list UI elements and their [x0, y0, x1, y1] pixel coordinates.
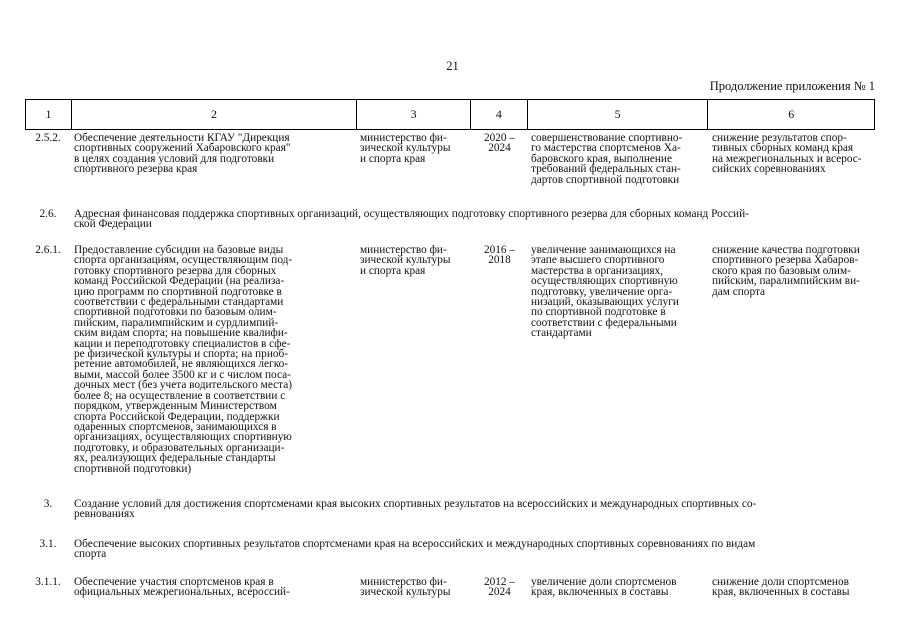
- row-number: 3.1.1.: [35, 576, 61, 588]
- result-cell: увеличение занимающихся на этапе высшего спортивного мастерства в организациях, осуществляющих спортивную подготовку, увеличение орга- низаций, оказывающих услуги по спортивной подготовке в соответствии с федеральными стандартами: [531, 244, 679, 340]
- section-title: Обеспечение высоких спортивных результатов спортсменами края на всероссийских и международных спортивных соревнованиях по видам спорта: [74, 538, 756, 561]
- row-number: 3.1.: [39, 538, 57, 550]
- executor-cell: министерство фи- зической культуры: [360, 576, 451, 599]
- term-cell: 2020 – 2024: [483, 132, 516, 155]
- continuation-label: Продолжение приложения № 1: [709, 79, 875, 93]
- row-number: 2.6.: [39, 208, 57, 220]
- header-col-2: 2: [72, 100, 357, 129]
- section-title: Адресная финансовая поддержка спортивных организаций, осуществляющих подготовку спортивного резерва для сборных команд Россий- ской Федерации: [74, 208, 749, 231]
- header-col-6: 6: [788, 107, 795, 121]
- term-cell: 2016 – 2018: [483, 244, 516, 267]
- section-title: Создание условий для достижения спортсменами края высоких спортивных результатов на всероссийских и международных спортивных со- ревнованиях: [74, 498, 757, 521]
- executor-cell: министерство фи- зической культуры и спорта края: [360, 244, 451, 277]
- row-number: 2.6.1.: [35, 244, 61, 256]
- result-cell: совершенствование спортивно- го мастерства спортсменов Ха- баровского края, выполнение требований федеральных стан- дартов спортивной подготовки: [531, 132, 683, 186]
- row-number: 3.: [43, 498, 53, 510]
- consequence-cell: снижение качества подготовки спортивного резерва Хабаров- ского края по базовым олим- пийским, паралимпийским ви- дам спорта: [712, 244, 860, 298]
- executor-cell: министерство фи- зической культуры и спорта края: [360, 132, 451, 165]
- section-row: [25, 499, 875, 520]
- term-cell: 2012 – 2024: [483, 576, 516, 599]
- table-row: [25, 133, 875, 185]
- activity-cell: Обеспечение участия спортсменов края в официальных межрегиональных, всероссий-: [74, 576, 290, 599]
- header-col-1: 1: [26, 100, 72, 129]
- activity-cell: Обеспечение деятельности КГАУ "Дирекция спортивных сооружений Хабаровского края" в целях создания условий для подготовки спортивного резерва края: [74, 132, 291, 176]
- section-row: [25, 209, 875, 230]
- header-col-5: 5: [528, 100, 709, 129]
- row-number: 2.5.2.: [35, 132, 61, 144]
- section-row: [25, 539, 875, 560]
- table-header: [25, 99, 875, 130]
- result-cell: увеличение доли спортсменов края, включенных в составы: [531, 576, 677, 599]
- consequence-cell: снижение результатов спор- тивных сборных команд края на межрегиональных и всерос- сийских соревнованиях: [712, 132, 862, 176]
- table-row: [25, 245, 875, 474]
- consequence-cell: снижение доли спортсменов края, включенных в составы: [712, 576, 850, 599]
- header-col-4: 4: [471, 100, 528, 129]
- table-row: [25, 577, 875, 598]
- page-number: 21: [446, 59, 459, 73]
- activity-cell: Предоставление субсидии на базовые виды спорта организациям, осуществляющим под- готовку спортивного резерва для сборных команд Российской Федерации (на реализа- цию программ по спортивной подготовке в соответствии с федеральными стандартами спортивной подготовки по базовым олим- пийским, паралимпийским и сурдлимпий- ским видам спорта; на повышение квалифи- кации и переподготовку специалистов в сфе- ре физической культуры и спорта; на приоб- ретение автомобилей, не являющихся легко- выми, массой более 3500 кг и с числом поса- дочных мест (без учета водительского места) более 8; на осуществление в соответствии с порядком, утвержденным Министерством спорта Российской Федерации, поддержки одаренных спортсменов, занимающихся в организациях, осуществляющих спортивную подготовку, и образовательных организаци- ях, реализующих федеральные стандарты спортивной подготовки): [74, 244, 293, 475]
- header-col-3: 3: [357, 100, 471, 129]
